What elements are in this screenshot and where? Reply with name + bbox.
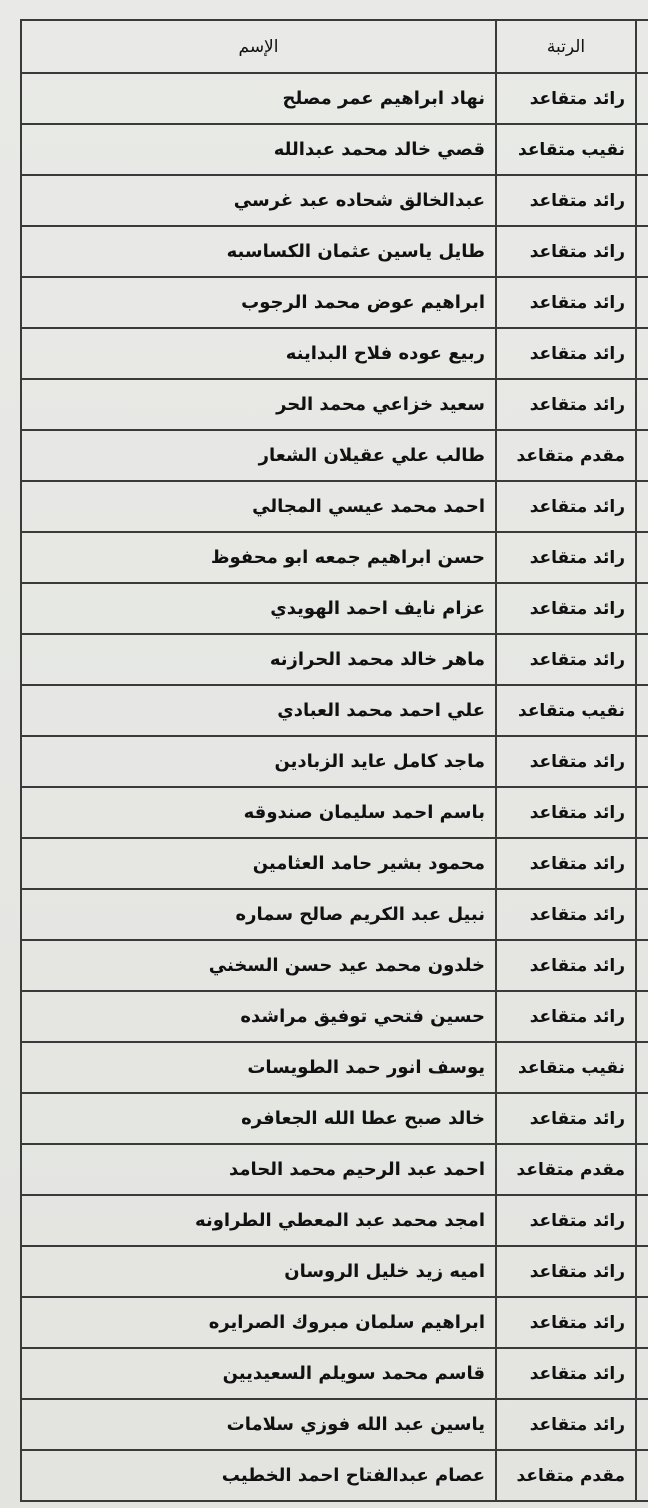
rank-cell: رائد متقاعد [496,991,636,1042]
table-row [21,685,648,736]
table-row [21,430,648,481]
name-cell: قاسم محمد سويلم السعيديين [21,1348,496,1399]
name-cell: علي احمد محمد العبادي [21,685,496,736]
name-cell: محمود بشير حامد العثامين [21,838,496,889]
rank-cell: رائد متقاعد [496,736,636,787]
rank-cell: رائد متقاعد [496,1348,636,1399]
serial-cell [636,889,648,940]
serial-column-header [636,20,648,73]
table-row [21,634,648,685]
rank-cell: مقدم متقاعد [496,1450,636,1501]
rank-cell: رائد متقاعد [496,634,636,685]
table-row [21,73,648,124]
table-row [21,277,648,328]
table-row [21,124,648,175]
serial-cell [636,430,648,481]
name-cell: ابراهيم عوض محمد الرجوب [21,277,496,328]
serial-cell [636,940,648,991]
serial-cell [636,1450,648,1501]
table-body [21,73,648,1501]
table-row [21,736,648,787]
serial-cell [636,1297,648,1348]
rank-cell: رائد متقاعد [496,889,636,940]
name-cell: حسين فتحي توفيق مراشده [21,991,496,1042]
rank-cell: رائد متقاعد [496,532,636,583]
rank-cell: مقدم متقاعد [496,430,636,481]
name-cell: سعيد خزاعي محمد الحر [21,379,496,430]
name-cell: ماهر خالد محمد الحرازنه [21,634,496,685]
name-cell: نهاد ابراهيم عمر مصلح [21,73,496,124]
serial-cell [636,277,648,328]
rank-cell: رائد متقاعد [496,787,636,838]
name-cell: امجد محمد عبد المعطي الطراونه [21,1195,496,1246]
rank-cell: رائد متقاعد [496,277,636,328]
retirees-table [20,19,648,1502]
name-cell: خالد صبح عطا الله الجعافره [21,1093,496,1144]
serial-cell [636,226,648,277]
serial-cell [636,532,648,583]
rank-cell: رائد متقاعد [496,1093,636,1144]
serial-cell [636,124,648,175]
serial-cell [636,838,648,889]
table-row [21,328,648,379]
name-cell: يوسف انور حمد الطويسات [21,1042,496,1093]
serial-cell [636,1144,648,1195]
table-row [21,583,648,634]
table-row [21,838,648,889]
name-cell: عصام عبدالفتاح احمد الخطيب [21,1450,496,1501]
table-row [21,1093,648,1144]
name-cell: احمد عبد الرحيم محمد الحامد [21,1144,496,1195]
rank-cell: مقدم متقاعد [496,1144,636,1195]
name-cell: اميه زيد خليل الروسان [21,1246,496,1297]
table-header-row [21,20,648,73]
serial-cell [636,1348,648,1399]
serial-cell [636,73,648,124]
table-row [21,226,648,277]
serial-cell [636,1246,648,1297]
serial-cell [636,175,648,226]
name-cell: طالب علي عقيلان الشعار [21,430,496,481]
serial-cell [636,1399,648,1450]
name-cell: باسم احمد سليمان صندوقه [21,787,496,838]
name-cell: نبيل عبد الكريم صالح سماره [21,889,496,940]
name-cell: حسن ابراهيم جمعه ابو محفوظ [21,532,496,583]
serial-cell [636,1093,648,1144]
table-row [21,1195,648,1246]
table-row [21,1144,648,1195]
serial-cell [636,481,648,532]
table-row [21,1399,648,1450]
table-row [21,1246,648,1297]
rank-cell: رائد متقاعد [496,1246,636,1297]
serial-cell [636,328,648,379]
rank-cell: نقيب متقاعد [496,1042,636,1093]
table-row [21,1297,648,1348]
name-cell: احمد محمد عيسي المجالي [21,481,496,532]
table-row [21,787,648,838]
table-row [21,532,648,583]
rank-cell: رائد متقاعد [496,379,636,430]
rank-column-header: الرتبة [496,20,636,73]
table-row [21,889,648,940]
name-column-header: الإسم [21,20,496,73]
name-cell: عزام نايف احمد الهويدي [21,583,496,634]
rank-cell: رائد متقاعد [496,838,636,889]
serial-cell [636,583,648,634]
serial-cell [636,379,648,430]
serial-cell [636,787,648,838]
rank-cell: رائد متقاعد [496,175,636,226]
rank-cell: نقيب متقاعد [496,124,636,175]
serial-cell [636,685,648,736]
serial-cell [636,991,648,1042]
name-cell: ربيع عوده فلاح البداينه [21,328,496,379]
name-cell: ماجد كامل عايد الزبادين [21,736,496,787]
name-cell: ابراهيم سلمان مبروك الصرايره [21,1297,496,1348]
name-cell: عبدالخالق شحاده عبد غرسي [21,175,496,226]
rank-cell: رائد متقاعد [496,1399,636,1450]
table-row [21,1450,648,1501]
serial-cell [636,1042,648,1093]
serial-cell [636,736,648,787]
rank-cell: رائد متقاعد [496,481,636,532]
table-row [21,379,648,430]
table-row [21,481,648,532]
name-cell: قصي خالد محمد عبدالله [21,124,496,175]
table-row [21,940,648,991]
table-row [21,991,648,1042]
rank-cell: رائد متقاعد [496,328,636,379]
rank-cell: نقيب متقاعد [496,685,636,736]
name-cell: طايل ياسين عثمان الكساسبه [21,226,496,277]
rank-cell: رائد متقاعد [496,1195,636,1246]
rank-cell: رائد متقاعد [496,940,636,991]
rank-cell: رائد متقاعد [496,1297,636,1348]
name-cell: خلدون محمد عيد حسن السخني [21,940,496,991]
table-row [21,175,648,226]
serial-cell [636,634,648,685]
rank-cell: رائد متقاعد [496,226,636,277]
table-row [21,1042,648,1093]
table-row [21,1348,648,1399]
rank-cell: رائد متقاعد [496,73,636,124]
name-cell: ياسين عبد الله فوزي سلامات [21,1399,496,1450]
rank-cell: رائد متقاعد [496,583,636,634]
serial-cell [636,1195,648,1246]
